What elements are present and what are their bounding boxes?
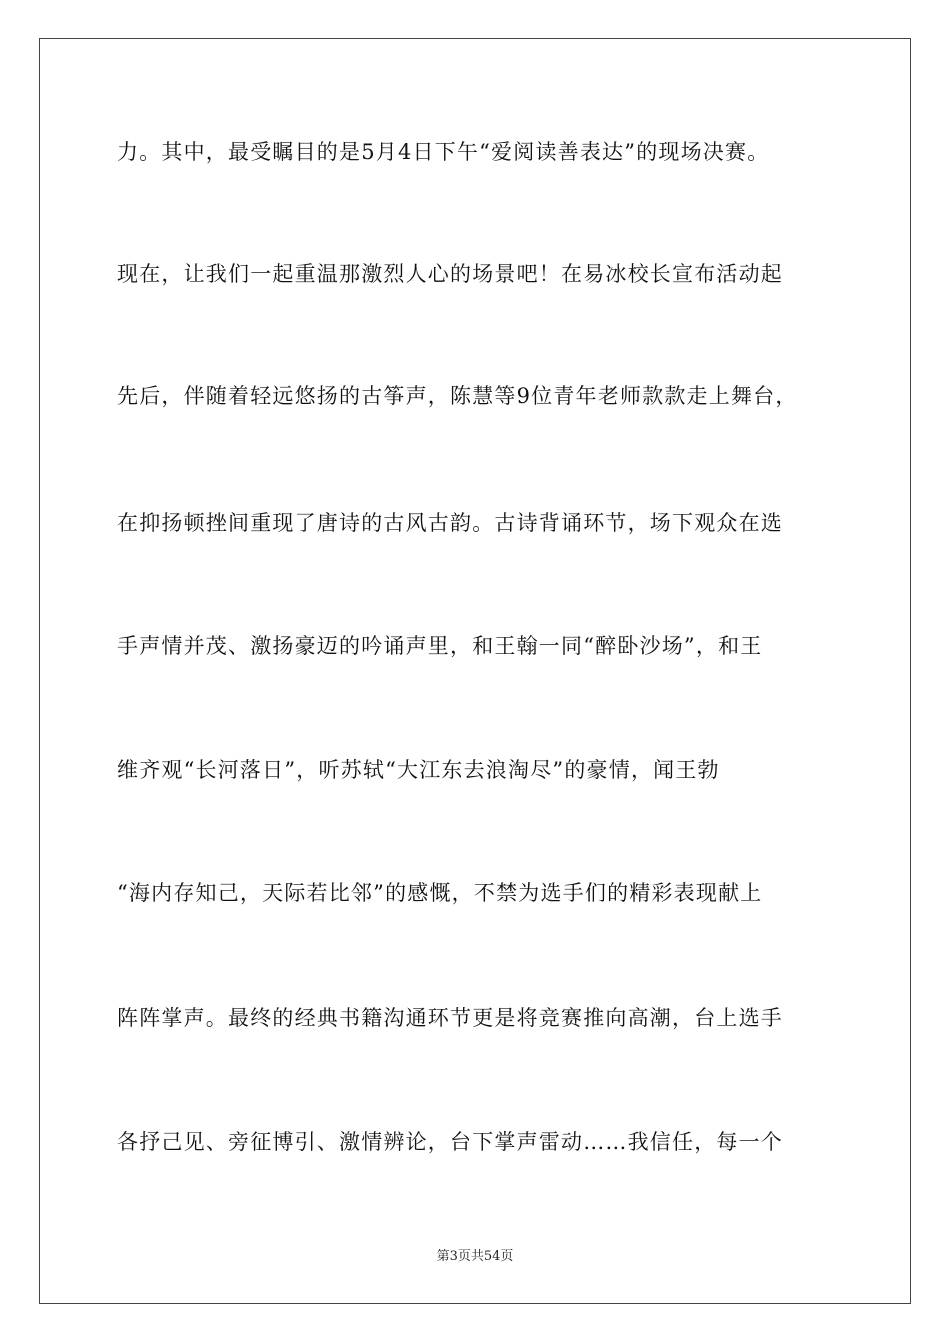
body-text-line: 先后，伴随着轻远悠扬的古筝声，陈慧等9位青年老师款款走上舞台， [117, 384, 798, 408]
total-pages: 共54页 [470, 1249, 514, 1264]
body-text-line: 维齐观“长河落日”，听苏轼“大江东去浪淘尽”的豪情，闻王勃 [117, 758, 720, 782]
body-text-line: 手声情并茂、激扬豪迈的吟诵声里，和王翰一同“醉卧沙场”，和王 [117, 634, 763, 658]
body-text-line: 阵阵掌声。最终的经典书籍沟通环节更是将竞赛推向高潮，台上选手 [117, 1006, 783, 1030]
page-frame [39, 38, 911, 1304]
body-text-line: 现在，让我们一起重温那激烈人心的场景吧！在易冰校长宣布活动起 [117, 262, 783, 286]
body-text-line: 各抒己见、旁征博引、激情辨论，台下掌声雷动……我信任，每一个 [117, 1130, 783, 1154]
body-text-line: 在抑扬顿挫间重现了唐诗的古风古韵。古诗背诵环节，场下观众在选 [117, 511, 783, 535]
page-number: 第3页 [436, 1249, 471, 1264]
page-footer [0, 1248, 950, 1266]
body-text-line: 力。其中，最受瞩目的是5月4日下午“爱阅读善表达”的现场决赛。 [117, 140, 770, 164]
body-text-line: “海内存知己，天际若比邻”的感慨，不禁为选手们的精彩表现献上 [117, 881, 763, 905]
